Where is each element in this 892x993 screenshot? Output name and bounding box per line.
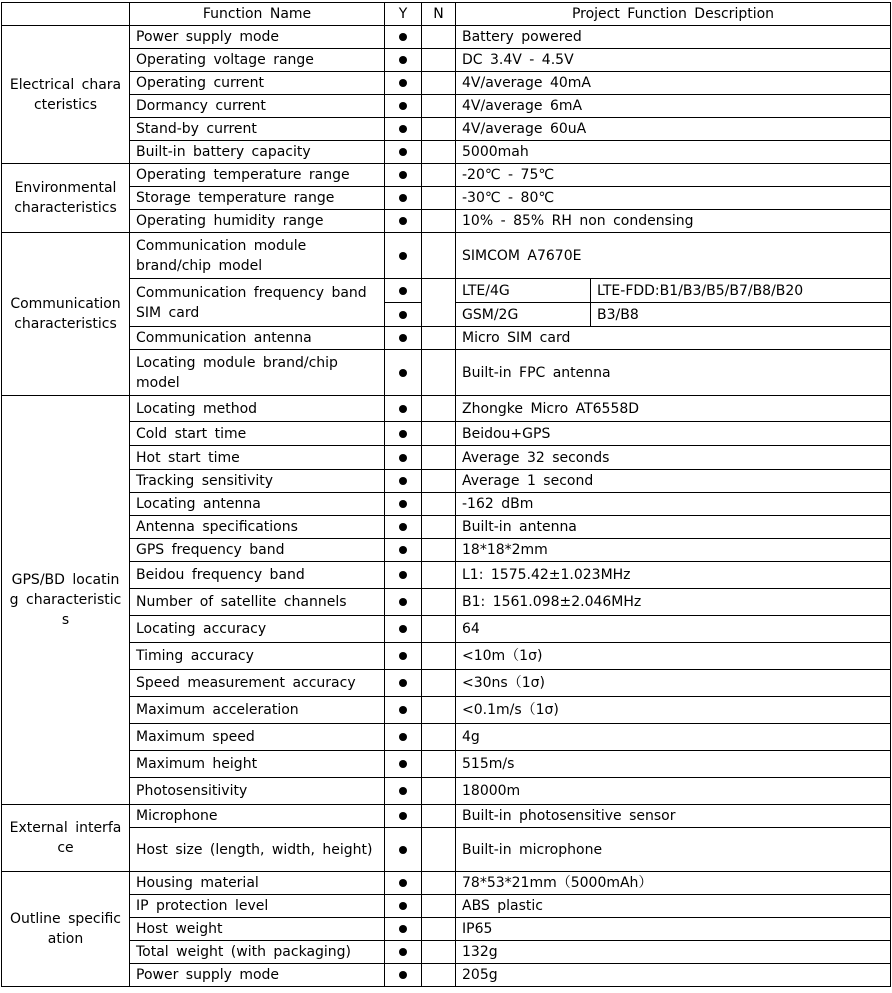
y-mark-cell: [385, 493, 422, 516]
header-category: [2, 3, 130, 26]
y-mark-cell: [385, 233, 422, 279]
function-name-cell: Built-in battery capacity: [130, 141, 385, 164]
y-mark-cell: [385, 72, 422, 95]
description-cell: 18*18*2mm: [456, 539, 891, 562]
filled-circle-icon: [399, 311, 407, 319]
table-row: [2, 918, 891, 941]
description-cell: ABS plastic: [456, 895, 891, 918]
table-row: [2, 350, 891, 396]
table-row: [2, 941, 891, 964]
y-mark-cell: [385, 964, 422, 987]
filled-circle-icon: [399, 79, 407, 87]
n-mark-cell: [422, 724, 456, 751]
y-mark-cell: [385, 589, 422, 616]
filled-circle-icon: [399, 733, 407, 741]
n-mark-cell: [422, 828, 456, 872]
y-mark-cell: [385, 895, 422, 918]
description-cell: 4V/average 40mA: [456, 72, 891, 95]
n-mark-cell: [422, 616, 456, 643]
filled-circle-icon: [399, 430, 407, 438]
filled-circle-icon: [399, 571, 407, 579]
function-name-cell: Photosensitivity: [130, 778, 385, 805]
filled-circle-icon: [399, 760, 407, 768]
table-row: [2, 118, 891, 141]
n-mark-cell: [422, 805, 456, 828]
table-row: [2, 233, 891, 279]
function-name-cell: Locating antenna: [130, 493, 385, 516]
function-name-cell: Timing accuracy: [130, 643, 385, 670]
y-mark-cell: [385, 210, 422, 233]
n-mark-cell: [422, 350, 456, 396]
description-cell: L1: 1575.42±1.023MHz: [456, 562, 891, 589]
table-row: [2, 446, 891, 470]
n-mark-cell: [422, 697, 456, 724]
table-row: [2, 589, 891, 616]
n-mark-cell: [422, 895, 456, 918]
description-cell: 515m/s: [456, 751, 891, 778]
table-row: [2, 539, 891, 562]
table-row: [2, 210, 891, 233]
n-mark-cell: [422, 539, 456, 562]
filled-circle-icon: [399, 287, 407, 295]
table-row: [2, 327, 891, 350]
header-row: [2, 3, 891, 26]
table-row: [2, 164, 891, 187]
y-mark-cell: [385, 697, 422, 724]
n-mark-cell: [422, 422, 456, 446]
y-mark-cell: [385, 26, 422, 49]
filled-circle-icon: [399, 925, 407, 933]
n-mark-cell: [422, 446, 456, 470]
y-mark-cell: [385, 616, 422, 643]
y-mark-cell: [385, 279, 422, 303]
function-name-cell: Maximum height: [130, 751, 385, 778]
function-name-cell: Host weight: [130, 918, 385, 941]
y-mark-cell: [385, 643, 422, 670]
function-name-cell: Operating temperature range: [130, 164, 385, 187]
y-mark-cell: [385, 724, 422, 751]
y-mark-cell: [385, 141, 422, 164]
y-mark-cell: [385, 941, 422, 964]
n-mark-cell: [422, 964, 456, 987]
table-row: [2, 187, 891, 210]
description-cell: Average 1 second: [456, 470, 891, 493]
filled-circle-icon: [399, 171, 407, 179]
description-cell: <0.1m/s（1σ): [456, 697, 891, 724]
category-cell: Electrical characteristics: [2, 26, 130, 164]
n-mark-cell: [422, 118, 456, 141]
specification-table: [1, 2, 891, 987]
category-cell: External interface: [2, 805, 130, 872]
function-name-cell: Communication frequency band SIM card: [130, 279, 385, 327]
y-mark-cell: [385, 828, 422, 872]
y-mark-cell: [385, 562, 422, 589]
function-name-cell: Communication module brand/chip model: [130, 233, 385, 279]
filled-circle-icon: [399, 971, 407, 979]
filled-circle-icon: [399, 787, 407, 795]
n-mark-cell: [422, 562, 456, 589]
description-cell: Battery powered: [456, 26, 891, 49]
filled-circle-icon: [399, 477, 407, 485]
header-function-name: Function Name: [130, 3, 385, 26]
filled-circle-icon: [399, 598, 407, 606]
n-mark-cell: [422, 279, 456, 327]
function-name-cell: Host size (length, width, height): [130, 828, 385, 872]
filled-circle-icon: [399, 679, 407, 687]
n-mark-cell: [422, 327, 456, 350]
table-row: [2, 516, 891, 539]
description-cell: <30ns（1σ): [456, 670, 891, 697]
description-cell: 10% - 85% RH non condensing: [456, 210, 891, 233]
filled-circle-icon: [399, 217, 407, 225]
n-mark-cell: [422, 187, 456, 210]
table-row: [2, 643, 891, 670]
function-name-cell: Number of satellite channels: [130, 589, 385, 616]
description-cell: -20℃ - 75℃: [456, 164, 891, 187]
function-name-cell: IP protection level: [130, 895, 385, 918]
filled-circle-icon: [399, 194, 407, 202]
filled-circle-icon: [399, 500, 407, 508]
description-cell: Built-in FPC antenna: [456, 350, 891, 396]
description-cell: IP65: [456, 918, 891, 941]
table-row: [2, 279, 891, 303]
y-mark-cell: [385, 95, 422, 118]
filled-circle-icon: [399, 902, 407, 910]
filled-circle-icon: [399, 102, 407, 110]
function-name-cell: Maximum speed: [130, 724, 385, 751]
y-mark-cell: [385, 49, 422, 72]
description-cell: 132g: [456, 941, 891, 964]
category-cell: GPS/BD locating characteristics: [2, 396, 130, 805]
description-cell: <10m（1σ): [456, 643, 891, 670]
description-cell: SIMCOM A7670E: [456, 233, 891, 279]
table-row: [2, 670, 891, 697]
y-mark-cell: [385, 470, 422, 493]
table-row: [2, 805, 891, 828]
description-cell: Built-in microphone: [456, 828, 891, 872]
description-cell: Beidou+GPS: [456, 422, 891, 446]
table-row: [2, 49, 891, 72]
filled-circle-icon: [399, 652, 407, 660]
y-mark-cell: [385, 118, 422, 141]
function-name-cell: Antenna specifications: [130, 516, 385, 539]
table-row: [2, 778, 891, 805]
function-name-cell: GPS frequency band: [130, 539, 385, 562]
description-cell: Built-in photosensitive sensor: [456, 805, 891, 828]
n-mark-cell: [422, 210, 456, 233]
n-mark-cell: [422, 751, 456, 778]
y-mark-cell: [385, 872, 422, 895]
function-name-cell: Dormancy current: [130, 95, 385, 118]
description-cell: 205g: [456, 964, 891, 987]
description-cell: 4g: [456, 724, 891, 751]
table-row: [2, 697, 891, 724]
description-cell: 5000mah: [456, 141, 891, 164]
function-name-cell: Operating current: [130, 72, 385, 95]
description-cell: -162 dBm: [456, 493, 891, 516]
description-cell: 64: [456, 616, 891, 643]
category-cell: Environmental characteristics: [2, 164, 130, 233]
table-row: [2, 422, 891, 446]
table-row: [2, 396, 891, 422]
filled-circle-icon: [399, 454, 407, 462]
header-description: Project Function Description: [456, 3, 891, 26]
filled-circle-icon: [399, 523, 407, 531]
y-mark-cell: [385, 327, 422, 350]
y-mark-cell: [385, 805, 422, 828]
description-cell: DC 3.4V - 4.5V: [456, 49, 891, 72]
table-row: [2, 141, 891, 164]
n-mark-cell: [422, 72, 456, 95]
description-cell: 4V/average 6mA: [456, 95, 891, 118]
y-mark-cell: [385, 396, 422, 422]
n-mark-cell: [422, 643, 456, 670]
function-name-cell: Maximum acceleration: [130, 697, 385, 724]
header-n: N: [422, 3, 456, 26]
y-mark-cell: [385, 670, 422, 697]
table-row: [2, 95, 891, 118]
n-mark-cell: [422, 778, 456, 805]
table-row: [2, 964, 891, 987]
network-type-cell: GSM/2G: [456, 303, 591, 327]
filled-circle-icon: [399, 334, 407, 342]
description-cell: 18000m: [456, 778, 891, 805]
n-mark-cell: [422, 141, 456, 164]
y-mark-cell: [385, 918, 422, 941]
n-mark-cell: [422, 233, 456, 279]
n-mark-cell: [422, 872, 456, 895]
n-mark-cell: [422, 918, 456, 941]
description-cell: Built-in antenna: [456, 516, 891, 539]
n-mark-cell: [422, 470, 456, 493]
description-cell: B1: 1561.098±2.046MHz: [456, 589, 891, 616]
table-row: [2, 724, 891, 751]
function-name-cell: Power supply mode: [130, 26, 385, 49]
y-mark-cell: [385, 539, 422, 562]
description-cell: Average 32 seconds: [456, 446, 891, 470]
n-mark-cell: [422, 670, 456, 697]
n-mark-cell: [422, 95, 456, 118]
filled-circle-icon: [399, 546, 407, 554]
description-cell: Zhongke Micro AT6558D: [456, 396, 891, 422]
network-type-cell: LTE/4G: [456, 279, 591, 303]
filled-circle-icon: [399, 625, 407, 633]
n-mark-cell: [422, 516, 456, 539]
filled-circle-icon: [399, 33, 407, 41]
header-y: Y: [385, 3, 422, 26]
y-mark-cell: [385, 164, 422, 187]
table-row: [2, 493, 891, 516]
y-mark-cell: [385, 350, 422, 396]
y-mark-cell: [385, 751, 422, 778]
description-cell: 4V/average 60uA: [456, 118, 891, 141]
filled-circle-icon: [399, 706, 407, 714]
filled-circle-icon: [399, 148, 407, 156]
y-mark-cell: [385, 778, 422, 805]
frequency-band-cell: LTE-FDD:B1/B3/B5/B7/B8/B20: [591, 279, 891, 303]
function-name-cell: Stand-by current: [130, 118, 385, 141]
filled-circle-icon: [399, 369, 407, 377]
y-mark-cell: [385, 516, 422, 539]
frequency-band-cell: B3/B8: [591, 303, 891, 327]
filled-circle-icon: [399, 812, 407, 820]
function-name-cell: Operating voltage range: [130, 49, 385, 72]
category-cell: Communication characteristics: [2, 233, 130, 396]
filled-circle-icon: [399, 252, 407, 260]
n-mark-cell: [422, 164, 456, 187]
table-row: [2, 470, 891, 493]
function-name-cell: Locating module brand/chip model: [130, 350, 385, 396]
table-row: [2, 751, 891, 778]
function-name-cell: Locating method: [130, 396, 385, 422]
description-cell: Micro SIM card: [456, 327, 891, 350]
table-row: [2, 616, 891, 643]
filled-circle-icon: [399, 405, 407, 413]
function-name-cell: Beidou frequency band: [130, 562, 385, 589]
function-name-cell: Power supply mode: [130, 964, 385, 987]
description-cell: -30℃ - 80℃: [456, 187, 891, 210]
n-mark-cell: [422, 941, 456, 964]
n-mark-cell: [422, 26, 456, 49]
y-mark-cell: [385, 187, 422, 210]
y-mark-cell: [385, 422, 422, 446]
n-mark-cell: [422, 589, 456, 616]
table-row: [2, 872, 891, 895]
function-name-cell: Tracking sensitivity: [130, 470, 385, 493]
function-name-cell: Locating accuracy: [130, 616, 385, 643]
n-mark-cell: [422, 49, 456, 72]
filled-circle-icon: [399, 948, 407, 956]
y-mark-cell: [385, 303, 422, 327]
function-name-cell: Hot start time: [130, 446, 385, 470]
n-mark-cell: [422, 396, 456, 422]
function-name-cell: Cold start time: [130, 422, 385, 446]
filled-circle-icon: [399, 879, 407, 887]
filled-circle-icon: [399, 125, 407, 133]
description-cell: 78*53*21mm（5000mAh）: [456, 872, 891, 895]
n-mark-cell: [422, 493, 456, 516]
table-row: [2, 26, 891, 49]
filled-circle-icon: [399, 56, 407, 64]
function-name-cell: Storage temperature range: [130, 187, 385, 210]
table-row: [2, 828, 891, 872]
function-name-cell: Operating humidity range: [130, 210, 385, 233]
filled-circle-icon: [399, 846, 407, 854]
y-mark-cell: [385, 446, 422, 470]
table-row: [2, 895, 891, 918]
function-name-cell: Housing material: [130, 872, 385, 895]
table-row: [2, 562, 891, 589]
function-name-cell: Communication antenna: [130, 327, 385, 350]
function-name-cell: Speed measurement accuracy: [130, 670, 385, 697]
function-name-cell: Total weight (with packaging): [130, 941, 385, 964]
table-row: [2, 72, 891, 95]
category-cell: Outline specification: [2, 872, 130, 987]
function-name-cell: Microphone: [130, 805, 385, 828]
